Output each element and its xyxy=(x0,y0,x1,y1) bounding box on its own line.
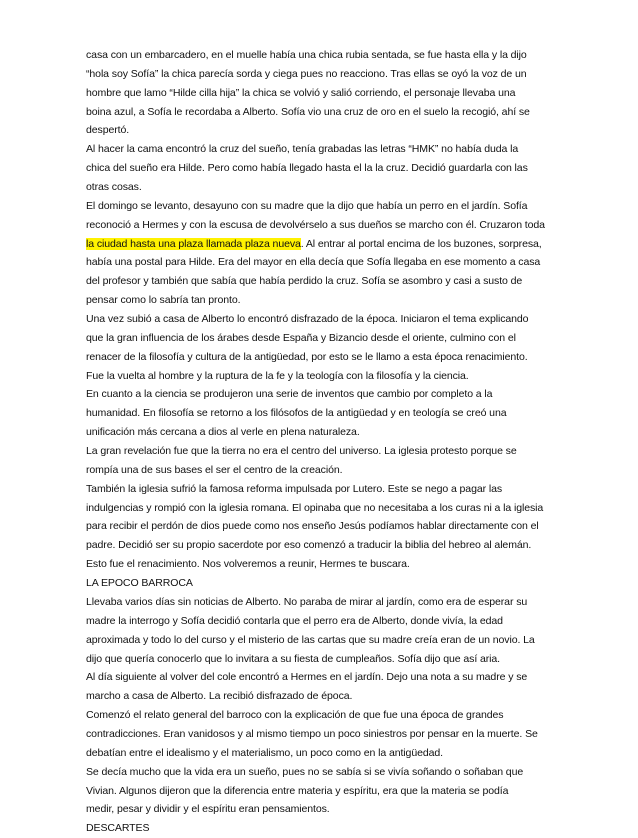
text-line: También la iglesia sufrió la famosa reforma impulsada por Lutero. Este se nego a pagar las xyxy=(86,482,503,495)
text-line: padre. Decidió ser su propio sacerdote por eso comenzó a traducir la biblia del hebreo al alemán. xyxy=(86,539,532,552)
text-line: humanidad. En filosofía se retorno a los filósofos de la antigüedad y en teología se creó una xyxy=(86,407,507,420)
text-line: Vivian. Algunos dijeron que la diferencia entre materia y espíritu, era que la materia se podía xyxy=(86,784,509,797)
text-line: hombre que lamo “Hilde cilla hija” la chica se volvió y salió corriendo, el personaje llevaba una xyxy=(86,86,516,99)
text-line: Fue la vuelta al hombre y la ruptura de la fe y la teología con la filosofía y la ciencia. xyxy=(86,369,469,382)
text-line-highlighted xyxy=(86,235,558,254)
text-line: Llevaba varios días sin noticias de Alberto. No paraba de mirar al jardín, como era de esperar su xyxy=(86,595,528,608)
text-line: indulgencias y rompió con la iglesia romana. El opinaba que no necesitaba a los curas ni a la iglesia xyxy=(86,501,544,514)
text-line: Una vez subió a casa de Alberto lo encontró disfrazado de la época. Iniciaron el tema explicando xyxy=(86,313,529,326)
text-line: medir, pesar y dividir y el espíritu eran pensamientos. xyxy=(86,803,330,816)
text-line: del profesor y también que sabía que había perdido la cruz. Sofía se asombro y casi a susto de xyxy=(86,275,523,288)
text-line: La gran revelación fue que la tierra no era el centro del universo. La iglesia protesto porque se xyxy=(86,445,517,458)
text-line: pensar como lo sabría tan pronto. xyxy=(86,294,241,307)
line-remainder: . Al entrar al portal encima de los buzones, sorpresa, xyxy=(300,237,542,250)
text-line: Se decía mucho que la vida era un sueño, pues no se sabía si se vivía soñando o soñaban que xyxy=(86,765,524,778)
text-line: dijo que quería conocerlo que lo invitara a su fiesta de cumpleaños. Sofía dijo que así aria. xyxy=(86,652,501,665)
text-line: reconoció a Hermes y con la escusa de devolvérselo a sus dueños se marcho con él. Cruzaron toda xyxy=(86,218,545,231)
text-line: aproximada y todo lo del curso y el misterio de las cartas que su madre creía eran de un novio. La xyxy=(86,633,535,646)
text-line: madre la interrogo y Sofía decidió contarla que el perro era de Alberto, donde vivía, la edad xyxy=(86,614,503,627)
highlighted-text: la ciudad hasta una plaza llamada plaza nueva xyxy=(86,237,301,250)
text-line: Al hacer la cama encontró la cruz del sueño, tenía grabadas las letras “HMK” no había duda la xyxy=(86,143,519,156)
text-line: unificación más cercana a dios al verle en plena naturaleza. xyxy=(86,426,360,439)
text-line: contradicciones. Eran vanidosos y al mismo tiempo un poco siniestros por pensar en la muerte. Se xyxy=(86,727,538,740)
text-line: renacer de la filosofía y cultura de la antigüedad, por esto se le llamo a esta época renacimiento. xyxy=(86,350,528,363)
document-body xyxy=(86,46,558,838)
text-line: debatían entre el idealismo y el materialismo, un poco como en la antigüedad. xyxy=(86,746,443,759)
text-line: boina azul, a Sofía le recordaba a Alberto. Sofía vio una cruz de oro en el suelo la recogió, ahí se xyxy=(86,105,530,118)
section-heading: LA EPOCO BARROCA xyxy=(86,577,193,590)
text-line: rompía una de sus bases el ser el centro de la creación. xyxy=(86,463,343,476)
text-line: despertó. xyxy=(86,124,130,137)
text-line: marcho a casa de Alberto. La recibió disfrazado de época. xyxy=(86,690,353,703)
text-line: El domingo se levanto, desayuno con su madre que la dijo que había un perro en el jardín. Sofía xyxy=(86,199,528,212)
text-line: que la gran influencia de los árabes desde España y Bizancio desde el oriente, culmino con el xyxy=(86,331,516,344)
text-line: Comenzó el relato general del barroco con la explicación de que fue una época de grandes xyxy=(86,709,504,722)
text-line: Esto fue el renacimiento. Nos volveremos a reunir, Hermes te buscara. xyxy=(86,558,410,571)
text-line: había una postal para Hilde. Era del mayor en ella decía que Sofía llegaba en ese momento a casa xyxy=(86,256,541,269)
text-line: para recibir el perdón de dios puede como nos enseño Jesús podíamos hablar directamente con el xyxy=(86,520,539,533)
text-line: casa con un embarcadero, en el muelle había una chica rubia sentada, se fue hasta ella y la dijo xyxy=(86,49,527,61)
text-line: “hola soy Sofía” la chica parecía sorda y ciega pues no reacciono. Tras ellas se oyó la voz de un xyxy=(86,67,527,80)
text-line: Al día siguiente al volver del cole encontró a Hermes en el jardín. Dejo una nota a su madre y se xyxy=(86,671,528,684)
text-line: En cuanto a la ciencia se produjeron una serie de inventos que cambio por completo a la xyxy=(86,388,493,401)
text-line: chica del sueño era Hilde. Pero como había llegado hasta el la la cruz. Decidió guardarla con las xyxy=(86,162,528,175)
section-heading: DESCARTES xyxy=(86,822,150,835)
text-line: otras cosas. xyxy=(86,181,142,194)
